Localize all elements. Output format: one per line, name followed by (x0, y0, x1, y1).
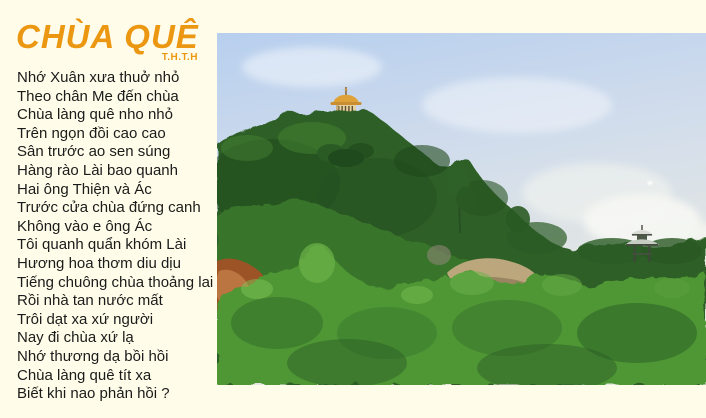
poem-text (17, 69, 217, 404)
poem-line: Không vào e ông Ác (17, 217, 153, 235)
poem-line: Rồi nhà tan nước mất (17, 292, 163, 310)
poem-line: Hai ông Thiện và Ác (17, 180, 152, 198)
poem-line: Hương hoa thơm diu dịu (17, 254, 181, 272)
poem-line: Nay đi chùa xứ lạ (17, 329, 134, 347)
poem-line: Nhớ thương dạ bồi hồi (17, 347, 169, 365)
poem-title: CHÙA QUÊ (16, 18, 199, 55)
poem-line: Theo chân Me đến chùa (17, 87, 179, 105)
poem-line: Hàng rào Lài bao quanh (17, 161, 178, 179)
poem-line: Sân trước ao sen súng (17, 143, 171, 161)
poem-line: Tôi quanh quẩn khóm Lài (17, 236, 187, 254)
poem-line: Chùa làng quê nho nhỏ (17, 106, 173, 124)
poem-line: Nhớ Xuân xưa thuở nhỏ (17, 69, 180, 86)
photo-illustration (217, 33, 706, 385)
poem-line: Trên ngọn đồi cao cao (17, 124, 166, 142)
poem-line: Trôi dạt xa xứ người (17, 310, 154, 328)
cloud-speck (648, 181, 653, 186)
poem-line: Trước cửa chùa đứng canh (17, 199, 201, 217)
poem-line: Biết khi nao phản hồi ? (17, 385, 170, 403)
poem-line: Chùa làng quê tít xa (17, 366, 152, 384)
photo-pagoda-hill (217, 33, 706, 385)
poem-line: Tiếng chuông chùa thoảng lai (17, 273, 214, 291)
poem-author: T.H.T.H (161, 52, 198, 63)
